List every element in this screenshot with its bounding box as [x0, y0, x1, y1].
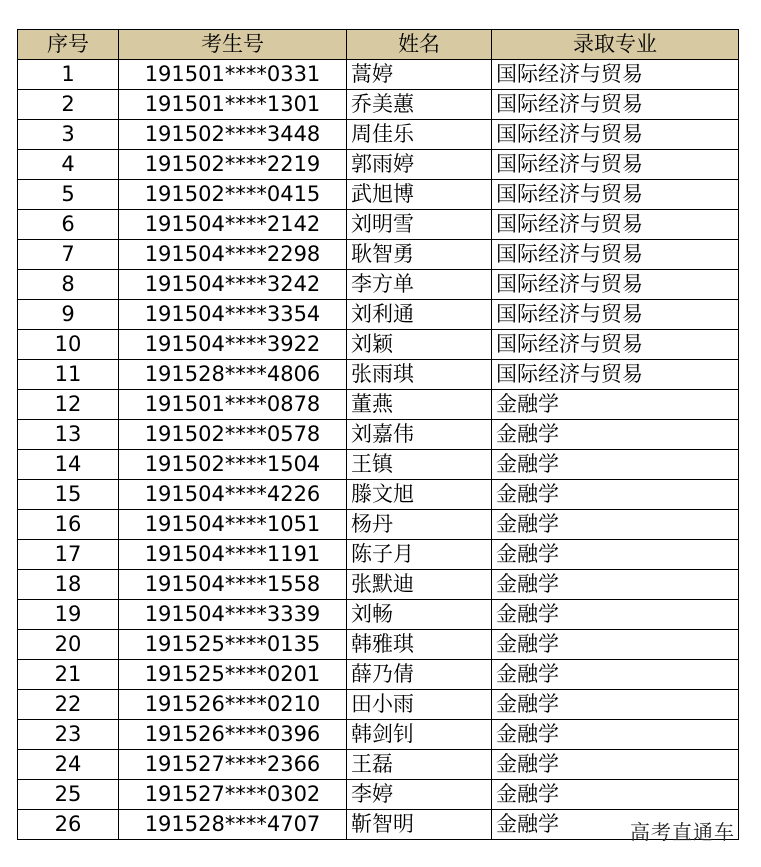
- cell-index: 22: [18, 690, 119, 720]
- cell-major: 金融学: [492, 810, 739, 840]
- cell-major: 金融学: [492, 450, 739, 480]
- cell-index: 23: [18, 720, 119, 750]
- cell-exam-number: 191501****0878: [119, 390, 347, 420]
- cell-major: 金融学: [492, 420, 739, 450]
- cell-exam-number: 191504****3354: [119, 300, 347, 330]
- cell-major: 金融学: [492, 510, 739, 540]
- cell-major: 金融学: [492, 390, 739, 420]
- cell-index: 19: [18, 600, 119, 630]
- table-row: [18, 270, 739, 300]
- cell-index: 24: [18, 750, 119, 780]
- table-row: [18, 570, 739, 600]
- cell-index: 2: [18, 90, 119, 120]
- table-row: [18, 330, 739, 360]
- cell-name: 刘畅: [347, 600, 492, 630]
- table-row: [18, 630, 739, 660]
- cell-index: 21: [18, 660, 119, 690]
- cell-major: 国际经济与贸易: [492, 210, 739, 240]
- table-row: [18, 480, 739, 510]
- cell-index: 26: [18, 810, 119, 840]
- table-row: [18, 180, 739, 210]
- cell-index: 1: [18, 60, 119, 90]
- cell-name: 刘嘉伟: [347, 420, 492, 450]
- table-row: [18, 240, 739, 270]
- table-row: [18, 300, 739, 330]
- cell-exam-number: 191527****0302: [119, 780, 347, 810]
- cell-name: 杨丹: [347, 510, 492, 540]
- cell-name: 蒿婷: [347, 60, 492, 90]
- cell-name: 滕文旭: [347, 480, 492, 510]
- cell-major: 金融学: [492, 570, 739, 600]
- header-name: 姓名: [347, 30, 492, 60]
- cell-index: 10: [18, 330, 119, 360]
- cell-major: 国际经济与贸易: [492, 60, 739, 90]
- table-row: [18, 450, 739, 480]
- cell-index: 16: [18, 510, 119, 540]
- admission-table: [17, 29, 739, 840]
- cell-major: 国际经济与贸易: [492, 330, 739, 360]
- cell-index: 4: [18, 150, 119, 180]
- cell-exam-number: 191502****1504: [119, 450, 347, 480]
- cell-name: 刘利通: [347, 300, 492, 330]
- cell-exam-number: 191501****0331: [119, 60, 347, 90]
- cell-major: 国际经济与贸易: [492, 120, 739, 150]
- cell-exam-number: 191502****0415: [119, 180, 347, 210]
- cell-name: 陈子月: [347, 540, 492, 570]
- header-exam-number: 考生号: [119, 30, 347, 60]
- cell-index: 12: [18, 390, 119, 420]
- cell-major: 国际经济与贸易: [492, 270, 739, 300]
- cell-name: 周佳乐: [347, 120, 492, 150]
- cell-exam-number: 191525****0201: [119, 660, 347, 690]
- cell-major: 金融学: [492, 690, 739, 720]
- table-row: [18, 510, 739, 540]
- cell-index: 3: [18, 120, 119, 150]
- cell-exam-number: 191504****2142: [119, 210, 347, 240]
- header-major: 录取专业: [492, 30, 739, 60]
- cell-exam-number: 191528****4806: [119, 360, 347, 390]
- cell-index: 20: [18, 630, 119, 660]
- table-row: [18, 150, 739, 180]
- cell-exam-number: 191526****0396: [119, 720, 347, 750]
- cell-exam-number: 191525****0135: [119, 630, 347, 660]
- cell-index: 7: [18, 240, 119, 270]
- cell-name: 张雨琪: [347, 360, 492, 390]
- cell-exam-number: 191504****3242: [119, 270, 347, 300]
- cell-name: 王磊: [347, 750, 492, 780]
- table-row: [18, 360, 739, 390]
- cell-name: 乔美蕙: [347, 90, 492, 120]
- cell-index: 17: [18, 540, 119, 570]
- table-row: [18, 660, 739, 690]
- cell-exam-number: 191527****2366: [119, 750, 347, 780]
- cell-index: 13: [18, 420, 119, 450]
- table-row: [18, 750, 739, 780]
- cell-index: 14: [18, 450, 119, 480]
- cell-name: 郭雨婷: [347, 150, 492, 180]
- cell-name: 王镇: [347, 450, 492, 480]
- cell-index: 8: [18, 270, 119, 300]
- cell-major: 金融学: [492, 780, 739, 810]
- table-row: [18, 690, 739, 720]
- table-row: [18, 60, 739, 90]
- table-row: [18, 120, 739, 150]
- cell-index: 25: [18, 780, 119, 810]
- cell-name: 武旭博: [347, 180, 492, 210]
- header-index: 序号: [18, 30, 119, 60]
- cell-index: 9: [18, 300, 119, 330]
- cell-name: 董燕: [347, 390, 492, 420]
- cell-exam-number: 191502****0578: [119, 420, 347, 450]
- cell-index: 18: [18, 570, 119, 600]
- cell-exam-number: 191504****1191: [119, 540, 347, 570]
- cell-major: 金融学: [492, 750, 739, 780]
- cell-name: 耿智勇: [347, 240, 492, 270]
- cell-major: 国际经济与贸易: [492, 150, 739, 180]
- cell-name: 靳智明: [347, 810, 492, 840]
- table-row: [18, 780, 739, 810]
- cell-major: 国际经济与贸易: [492, 180, 739, 210]
- cell-major: 国际经济与贸易: [492, 360, 739, 390]
- cell-index: 11: [18, 360, 119, 390]
- cell-major: 国际经济与贸易: [492, 240, 739, 270]
- cell-exam-number: 191502****3448: [119, 120, 347, 150]
- table-row: [18, 210, 739, 240]
- cell-exam-number: 191526****0210: [119, 690, 347, 720]
- cell-exam-number: 191501****1301: [119, 90, 347, 120]
- cell-major: 国际经济与贸易: [492, 300, 739, 330]
- cell-name: 张默迪: [347, 570, 492, 600]
- cell-exam-number: 191504****4226: [119, 480, 347, 510]
- watermark-text: 高考直通车: [630, 820, 735, 844]
- table-row: [18, 390, 739, 420]
- cell-exam-number: 191504****2298: [119, 240, 347, 270]
- cell-index: 5: [18, 180, 119, 210]
- cell-name: 刘颖: [347, 330, 492, 360]
- header-row: [18, 30, 739, 60]
- cell-exam-number: 191504****3339: [119, 600, 347, 630]
- cell-major: 国际经济与贸易: [492, 90, 739, 120]
- cell-name: 刘明雪: [347, 210, 492, 240]
- cell-major: 金融学: [492, 480, 739, 510]
- table-row: [18, 420, 739, 450]
- cell-index: 15: [18, 480, 119, 510]
- cell-name: 薛乃倩: [347, 660, 492, 690]
- cell-exam-number: 191528****4707: [119, 810, 347, 840]
- cell-exam-number: 191504****1558: [119, 570, 347, 600]
- cell-major: 金融学: [492, 720, 739, 750]
- cell-exam-number: 191502****2219: [119, 150, 347, 180]
- table-row: [18, 600, 739, 630]
- cell-major: 金融学: [492, 540, 739, 570]
- table-header: [18, 30, 739, 60]
- cell-exam-number: 191504****1051: [119, 510, 347, 540]
- cell-major: 金融学: [492, 660, 739, 690]
- table-row: [18, 90, 739, 120]
- cell-name: 李方单: [347, 270, 492, 300]
- table-row: [18, 720, 739, 750]
- table-row: [18, 540, 739, 570]
- cell-name: 韩雅琪: [347, 630, 492, 660]
- table-body: [18, 60, 739, 840]
- cell-index: 6: [18, 210, 119, 240]
- cell-major: 金融学: [492, 630, 739, 660]
- cell-exam-number: 191504****3922: [119, 330, 347, 360]
- cell-major: 金融学: [492, 600, 739, 630]
- cell-name: 韩剑钊: [347, 720, 492, 750]
- cell-name: 李婷: [347, 780, 492, 810]
- cell-name: 田小雨: [347, 690, 492, 720]
